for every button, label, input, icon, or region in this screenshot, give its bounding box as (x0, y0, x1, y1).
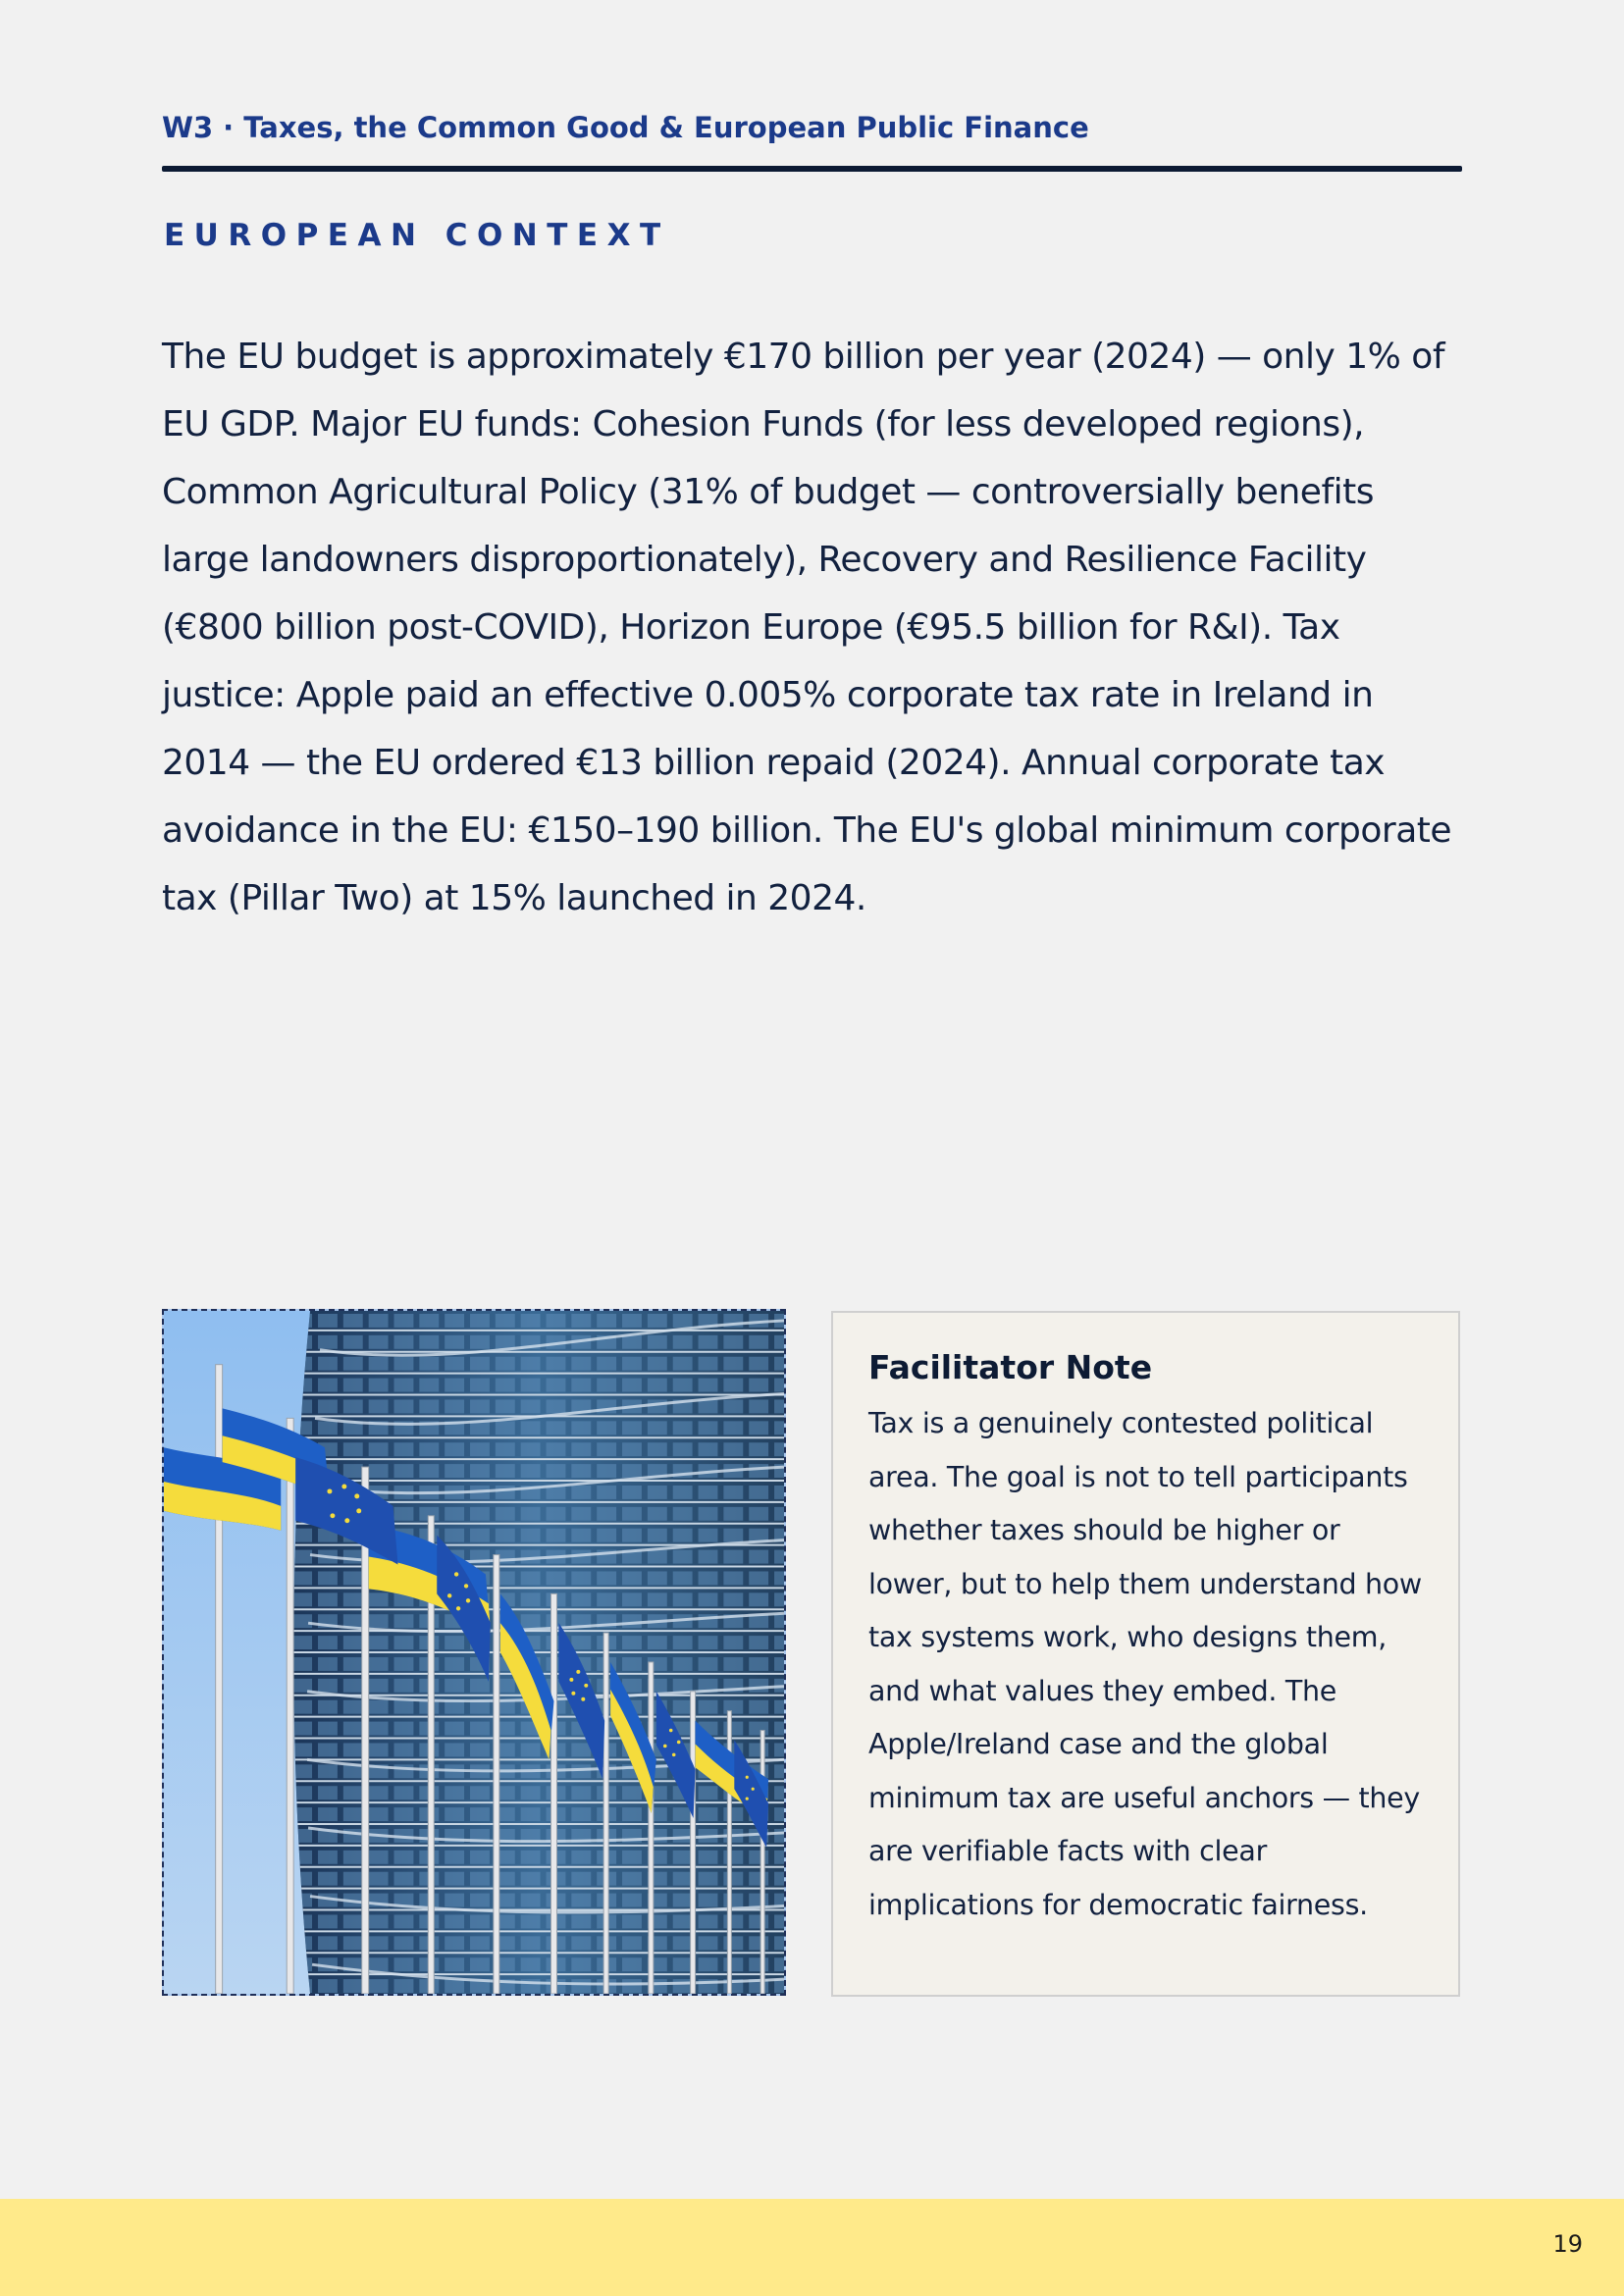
page-number: 19 (1552, 2230, 1583, 2258)
header-rule (162, 166, 1462, 172)
section-label: EUROPEAN CONTEXT (164, 218, 670, 253)
body-paragraph: The EU budget is approximately €170 billion per year (2024) — only 1% of EU GDP. Major EU funds: Cohesion Funds (for less developed regions), Common Agricultural Policy (31% of budget — controversially benefits large landowners disproportionately), Recovery and Resilience Facility (€800 billion post-COVID), Horizon Europe (€95.5 billion for R&I). Tax justice: Apple paid an effective 0.005% corporate tax rate in Ireland in 2014 — the EU ordered €13 billion repaid (2024). Annual corporate tax avoidance in the EU: €150–190 billion. The EU's global minimum corporate tax (Pillar Two) at 15% launched in 2024. (162, 337, 1452, 918)
note-body: Tax is a genuinely contested political area. The goal is not to tell participants whether taxes should be higher or lower, but to help them understand how tax systems work, who designs them, and what values they embed. The Apple/Ireland case and the global minimum tax are useful anchors — they are verifiable facts with clear implications for democratic fairness. (868, 1407, 1422, 1921)
page-footer (0, 2199, 1624, 2296)
eu-flags-photo (162, 1309, 786, 1996)
page-header (162, 106, 1462, 171)
week-code: W3 (162, 111, 214, 144)
header-separator: · (223, 111, 235, 144)
facilitator-note (831, 1311, 1460, 1997)
note-title: Facilitator Note (868, 1348, 1153, 1386)
eu-flags-illustration (164, 1311, 784, 1994)
header-title: Taxes, the Common Good & European Public Finance (243, 111, 1089, 144)
header-text (162, 106, 1462, 149)
